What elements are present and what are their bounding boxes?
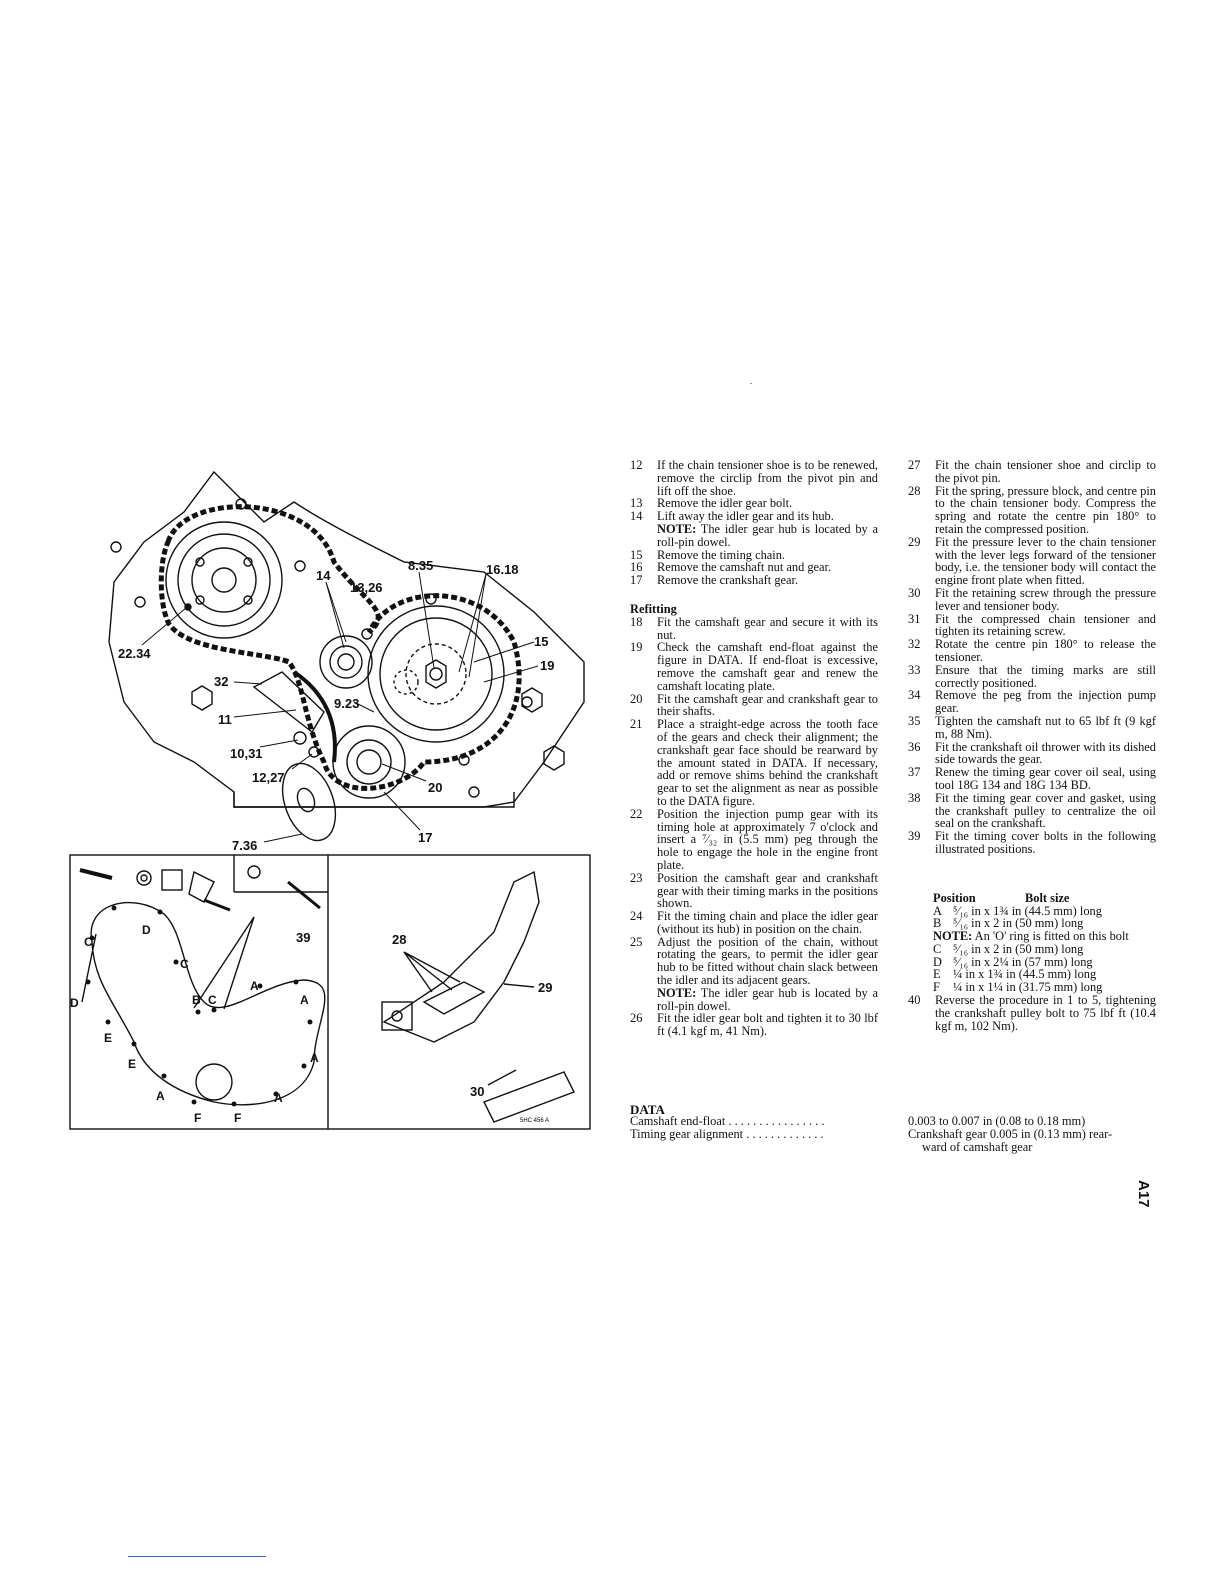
step-number: 16 — [630, 560, 643, 575]
step-body: If the chain tensioner shoe is to be renewed, remove the circlip from the pivot pin and lift off the shoe. — [657, 458, 878, 498]
bolt-rows-cf — [908, 943, 1156, 994]
step-number: 22 — [630, 806, 643, 821]
callout-9-23: 9.23 — [334, 696, 360, 711]
injection-pump-gear — [166, 522, 282, 638]
callout-7-36: 7.36 — [232, 838, 258, 853]
cover-label-d2: D — [70, 996, 79, 1010]
step-number: 38 — [908, 790, 921, 805]
callout-8-35: 8.35 — [408, 558, 434, 573]
step-number: 26 — [630, 1011, 643, 1026]
step-number: 18 — [630, 614, 643, 629]
bolt-position: B — [933, 916, 942, 931]
step-body: Position the camshaft gear and crankshaft gear with their timing marks in the positions shown. — [657, 870, 878, 911]
step-body: Place a straight-edge across the tooth face of the gears and check their alignment; the crankshaft gear face should be rearward by the amount stated in DATA. If necessary, add or remove shims behind the crankshaft gear to set the alignment as near as possible to the DATA figure. — [657, 717, 878, 808]
step-40: 40 Reverse the procedure in 1 to 5, tightening the crankshaft pulley bolt to 75 lbf ft (10.4 kgf m, 102 Nm). — [908, 993, 1156, 1033]
step-number: 19 — [630, 640, 643, 655]
step-number: 39 — [908, 829, 921, 844]
cover-label-c2: C — [180, 957, 189, 971]
bolt-size: ⁵⁄₁₆ in x 2 in (50 mm) long — [953, 916, 1084, 931]
step-number: 33 — [908, 662, 921, 677]
note-label: NOTE: — [657, 985, 697, 1000]
step-text — [657, 641, 878, 692]
step-body: Fit the camshaft gear and secure it with its nut. — [657, 614, 878, 642]
step-text — [657, 510, 878, 548]
step-35 — [908, 715, 1156, 741]
callout-17: 17 — [418, 830, 433, 845]
tensioner-callout-29: 29 — [538, 980, 553, 995]
step-body: Fit the timing cover bolts in the following illustrated positions. — [935, 829, 1156, 856]
step-body: Fit the crankshaft oil thrower with its dished side towards the gear. — [935, 739, 1156, 767]
step-number: 32 — [908, 637, 921, 652]
step-text — [657, 718, 878, 808]
cover-label-b: B — [192, 993, 201, 1007]
step-body: Fit the idler gear bolt and tighten it to 30 lbf ft (4.1 kgf m, 41 Nm). — [657, 1011, 878, 1039]
step-number: 29 — [908, 534, 921, 549]
callout-16-18: 16.18 — [486, 562, 519, 577]
cover-label-d1: D — [142, 923, 151, 937]
step-body: Adjust the position of the chain, without rotating the gears, to permit the idler gear hub to be fitted without chain slack between the idler and its adjacent gears. — [657, 934, 878, 988]
step-number: 31 — [908, 611, 921, 626]
step-39 — [908, 830, 1156, 856]
step-body: Lift away the idler gear and its hub. — [657, 509, 834, 524]
scan-speck — [750, 383, 752, 384]
bolt-rows-ab — [908, 905, 1156, 931]
step-19 — [630, 641, 878, 692]
step-38 — [908, 792, 1156, 830]
step-number: 12 — [630, 458, 643, 472]
step-18 — [630, 616, 878, 642]
step-body: Fit the compressed chain tensioner and tighten its retaining screw. — [935, 611, 1156, 639]
step-body: Renew the timing gear cover oil seal, using tool 18G 134 and 18G 134 BD. — [935, 765, 1156, 792]
data-value-alignment-cont: ward of camshaft gear — [922, 1140, 1033, 1154]
step-text — [657, 693, 878, 719]
bolt-position: E — [933, 967, 941, 982]
step-23 — [630, 872, 878, 910]
step-text — [657, 1012, 878, 1038]
note-text: The idler gear hub is located by a roll-pin dowel. — [657, 985, 878, 1013]
step-body: Rotate the centre pin 180° to release the tensioner. — [935, 637, 1156, 664]
callout-22-34: 22.34 — [118, 646, 151, 661]
bolt-position: C — [933, 941, 942, 956]
step-27 — [908, 459, 1156, 485]
inset-frame — [70, 855, 590, 1129]
step-body: Position the injection pump gear with its timing hole at approximately 7 o'clock and insert a ⁷⁄₃₂ in (5.5 mm) peg through the hole to engage the hole in the engine front plate. — [657, 806, 878, 872]
step-body: Fit the chain tensioner shoe and circlip to the pivot pin. — [935, 458, 1156, 485]
callout-11: 11 — [218, 712, 232, 727]
callout-12-27: 12,27 — [252, 770, 285, 785]
text-column-left — [630, 459, 878, 1038]
bolt-size: ⁵⁄₁₆ in x 1¾ in (44.5 mm) long — [953, 903, 1102, 918]
data-label-endfloat: Camshaft end-float . . . . . . . . . . . . . . . . — [630, 1114, 825, 1128]
callout-15: 15 — [534, 634, 549, 649]
timing-gear-illustration — [64, 462, 592, 1134]
step-number: 21 — [630, 717, 643, 732]
step-text — [935, 459, 1156, 485]
step-30 — [908, 587, 1156, 613]
step-text — [657, 936, 878, 1013]
step-text — [935, 689, 1156, 715]
cover-label-a1: A — [250, 979, 259, 993]
step-text — [935, 613, 1156, 639]
step-number: 25 — [630, 934, 643, 949]
step-21 — [630, 718, 878, 808]
footer-rule — [128, 1556, 266, 1557]
data-value-alignment: Crankshaft gear 0.005 in (0.13 mm) rear- — [908, 1127, 1113, 1141]
step-text — [935, 485, 1156, 536]
step-body: Fit the timing chain and place the idler gear (without its hub) in position on the chain. — [657, 909, 878, 936]
cover-label-a3: A — [310, 1051, 319, 1065]
cover-label-c3: C — [208, 993, 217, 1007]
step-body: Tighten the camshaft nut to 65 lbf ft (9 kgf m, 88 Nm). — [935, 713, 1156, 741]
bolt-size: ⁵⁄₁₆ in x 2¼ in (57 mm) long — [953, 954, 1093, 969]
idler-gear — [320, 636, 372, 688]
step-number: 28 — [908, 483, 921, 498]
step-36 — [908, 741, 1156, 767]
tensioner-callout-28: 28 — [392, 932, 407, 947]
step-number: 35 — [908, 713, 921, 728]
cover-label-f2: F — [234, 1111, 242, 1125]
steps-18-26 — [630, 616, 878, 1038]
cover-callout-39: 39 — [296, 930, 311, 945]
step-text — [935, 715, 1156, 741]
bolt-size: ¼ in x 1¼ in (31.75 mm) long — [953, 980, 1103, 995]
refitting-heading: Refitting — [630, 601, 677, 616]
callout-19: 19 — [540, 658, 555, 673]
cover-label-a2: A — [300, 993, 309, 1007]
steps-27-39 — [908, 459, 1156, 856]
bolt-table-header — [908, 892, 1156, 905]
step-body: Remove the peg from the injection pump gear. — [935, 688, 1156, 716]
steps-12-17 — [630, 459, 878, 587]
step-28 — [908, 485, 1156, 536]
step-body: Fit the camshaft gear and crankshaft gear to their shafts. — [657, 691, 878, 719]
text-column-right — [908, 459, 1156, 1032]
figure-code: 5HC 456 A — [520, 1118, 550, 1124]
step-text — [935, 792, 1156, 830]
bolt-note: NOTE: An 'O' ring is fitted on this bolt — [933, 929, 1129, 944]
cover-label-c1: C — [84, 935, 93, 949]
step-text — [935, 587, 1156, 613]
step-text — [657, 616, 878, 642]
step-number: 13 — [630, 496, 643, 511]
step-29 — [908, 536, 1156, 587]
crankshaft-gear — [333, 726, 405, 798]
callout-32: 32 — [214, 674, 229, 689]
cover-label-f1: F — [194, 1111, 202, 1125]
chain-tensioner — [254, 672, 324, 732]
callout-13-26: 13,26 — [350, 580, 383, 595]
bolt-size: ¼ in x 1¾ in (44.5 mm) long — [953, 967, 1097, 982]
bolt-position-heading: Position — [933, 890, 976, 905]
step-body: Remove the timing chain. — [657, 547, 786, 562]
step-14 — [630, 510, 878, 548]
data-heading: DATA — [630, 1102, 665, 1117]
step-12 — [630, 459, 878, 497]
step-20 — [630, 693, 878, 719]
callout-20: 20 — [428, 780, 443, 795]
seal-opening — [196, 1064, 232, 1100]
step-25 — [630, 936, 878, 1013]
step-37 — [908, 766, 1156, 792]
step-number: 36 — [908, 739, 921, 754]
step-number: 17 — [630, 573, 643, 588]
step-33 — [908, 664, 1156, 690]
bolt-position: F — [933, 980, 940, 995]
callout-14: 14 — [316, 568, 331, 583]
step-number: 15 — [630, 547, 643, 562]
cover-label-a4: A — [156, 1089, 165, 1103]
step-text — [657, 574, 878, 587]
step-22 — [630, 808, 878, 872]
step-24 — [630, 910, 878, 936]
step-body: Remove the crankshaft gear. — [657, 573, 799, 588]
step-text — [935, 741, 1156, 767]
cover-label-a5: A — [274, 1091, 283, 1105]
page-number: A17 — [1135, 1180, 1152, 1208]
illustration-svg — [64, 462, 592, 1134]
step-number: 23 — [630, 870, 643, 885]
step-text — [935, 766, 1156, 792]
step-number: 24 — [630, 909, 643, 924]
data-label-alignment: Timing gear alignment . . . . . . . . . . . . . — [630, 1127, 824, 1141]
step-34 — [908, 689, 1156, 715]
bolt-size: ⁵⁄₁₆ in x 2 in (50 mm) long — [953, 941, 1084, 956]
step-body: Ensure that the timing marks are still correctly positioned. — [935, 662, 1156, 690]
step-text — [657, 910, 878, 936]
step-text — [657, 872, 878, 910]
step-body: Fit the timing gear cover and gasket, using the crankshaft pulley to centralize the oil seal on the crankshaft. — [935, 790, 1156, 831]
note-text: The idler gear hub is located by a roll-pin dowel. — [657, 521, 878, 549]
step-number: 14 — [630, 509, 643, 524]
step-31 — [908, 613, 1156, 639]
data-value-endfloat: 0.003 to 0.007 in (0.08 to 0.18 mm) — [908, 1114, 1086, 1128]
bolt-size-heading: Bolt size — [1025, 890, 1070, 905]
tensioner-callout-30: 30 — [470, 1084, 485, 1099]
step-26 — [630, 1012, 878, 1038]
camshaft-gear — [368, 606, 504, 742]
step-body: Check the camshaft end-float against the figure in DATA. If end-float is excessive, remove the camshaft gear and renew the camshaft locating plate. — [657, 640, 878, 693]
step-text — [657, 808, 878, 872]
step-17 — [630, 574, 878, 587]
step-body: Fit the pressure lever to the chain tensioner with the lever legs forward of the tensioner body, i.e. the tensioner body will contact the engine front plate when fitted. — [935, 534, 1156, 588]
step-number: 27 — [908, 458, 921, 472]
step-body: Fit the retaining screw through the pressure lever and tensioner body. — [935, 585, 1156, 613]
step-32 — [908, 638, 1156, 664]
step-text — [935, 638, 1156, 664]
step-body: Remove the idler gear bolt. — [657, 496, 793, 511]
bolt-row-c — [908, 943, 1156, 956]
step-number: 30 — [908, 585, 921, 600]
note-label: NOTE: — [657, 521, 697, 536]
step-number: 34 — [908, 688, 921, 703]
step-text — [935, 536, 1156, 587]
step-text — [935, 664, 1156, 690]
cover-label-e1: E — [104, 1031, 113, 1045]
step-text — [657, 459, 878, 497]
callout-10-31: 10,31 — [230, 746, 263, 761]
cover-label-e2: E — [128, 1057, 137, 1071]
bolt-position: D — [933, 954, 942, 969]
step-body: Fit the spring, pressure block, and centre pin to the chain tensioner body. Compress the spring and rotate the centre pin 180° to retain the compressed position. — [935, 483, 1156, 536]
step-body: Remove the camshaft nut and gear. — [657, 560, 832, 575]
step-number: 37 — [908, 765, 921, 780]
step-text — [935, 830, 1156, 856]
step-number: 20 — [630, 691, 643, 706]
bolt-position: A — [933, 903, 942, 918]
